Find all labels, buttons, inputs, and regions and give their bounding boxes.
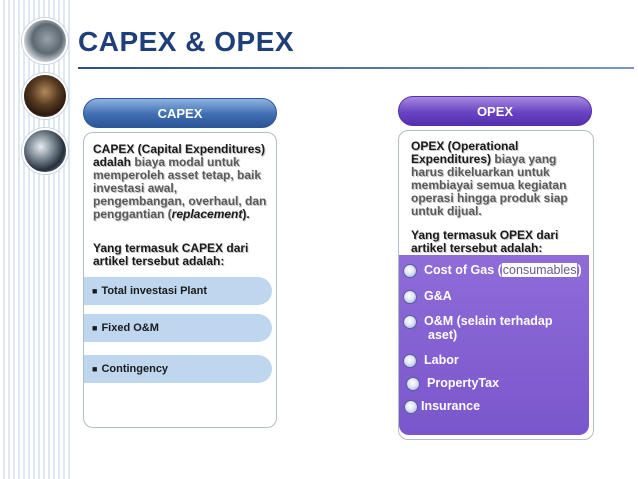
capex-desc-bold: CAPEX (Capital Expenditures) adalah bbox=[93, 142, 266, 169]
capex-item-label: Fixed O&M bbox=[101, 322, 159, 334]
radio-bullet-icon bbox=[403, 290, 417, 304]
opex-item-propertytax bbox=[406, 376, 499, 391]
capex-header: CAPEX bbox=[83, 98, 277, 128]
bullet-icon: ■ bbox=[92, 323, 98, 333]
opex-item-insurance bbox=[404, 399, 480, 414]
opex-item-ga bbox=[403, 289, 452, 304]
opex-item-line1: O&M (selain terhadap bbox=[424, 314, 553, 328]
opex-item-label bbox=[424, 263, 582, 277]
capex-subheading: Yang termasuk CAPEX dari artikel tersebut adalah: bbox=[93, 241, 249, 268]
capex-item-contingency bbox=[84, 355, 272, 383]
left-decorative-strip bbox=[0, 0, 70, 479]
capex-desc-end: ). bbox=[242, 207, 250, 221]
opex-item-cost-of-gas bbox=[403, 263, 582, 278]
opex-description bbox=[411, 140, 589, 218]
opex-desc-rest: biaya yang harus dikeluarkan untuk membiayai semua kegiatan operasi hingga produk siap untuk dijual. bbox=[411, 152, 568, 218]
opex-desc-bold: OPEX (Operational Expenditures) bbox=[411, 139, 519, 166]
opex-item-label: G&A bbox=[424, 289, 452, 303]
opex-item-label-text: Cost of Gas ( bbox=[424, 263, 502, 277]
capex-item-label: Contingency bbox=[101, 363, 169, 375]
capex-item-total-investasi bbox=[84, 277, 272, 305]
capex-description bbox=[93, 143, 271, 221]
slide-title: CAPEX & OPEX bbox=[78, 26, 295, 57]
opex-item-close-paren: ) bbox=[577, 263, 582, 277]
radio-bullet-icon bbox=[403, 264, 417, 278]
radio-bullet-icon bbox=[406, 377, 420, 391]
photo-1 bbox=[22, 18, 68, 64]
capex-item-label: Total investasi Plant bbox=[101, 285, 207, 297]
radio-bullet-icon bbox=[404, 400, 418, 414]
radio-bullet-icon bbox=[403, 315, 417, 329]
photo-2 bbox=[22, 73, 68, 119]
opex-item-label: Labor bbox=[424, 353, 459, 367]
opex-item-om bbox=[403, 314, 553, 342]
opex-item-label: PropertyTax bbox=[427, 376, 500, 390]
photo-3 bbox=[22, 128, 68, 174]
capex-item-fixed-om bbox=[84, 314, 272, 342]
title-underline bbox=[78, 67, 634, 69]
opex-header: OPEX bbox=[398, 96, 592, 126]
opex-item-label: Insurance bbox=[421, 399, 481, 413]
capex-desc-rest: biaya modal untuk memperoleh asset tetap, baik investasi awal, pengembangan, overhaul, dan penggantian ( bbox=[93, 155, 267, 221]
opex-subheading: Yang termasuk OPEX dari artikel tersebut adalah: bbox=[411, 228, 559, 255]
bullet-icon: ■ bbox=[92, 286, 98, 296]
opex-item-line2: aset) bbox=[428, 328, 458, 342]
opex-item-labor bbox=[403, 353, 459, 368]
radio-bullet-icon bbox=[403, 354, 417, 368]
consumables-highlight bbox=[502, 263, 578, 277]
bullet-icon: ■ bbox=[92, 364, 98, 374]
consumables-text: consumables bbox=[502, 263, 577, 277]
capex-desc-italic: replacement bbox=[171, 207, 243, 221]
opex-item-label bbox=[424, 314, 553, 342]
